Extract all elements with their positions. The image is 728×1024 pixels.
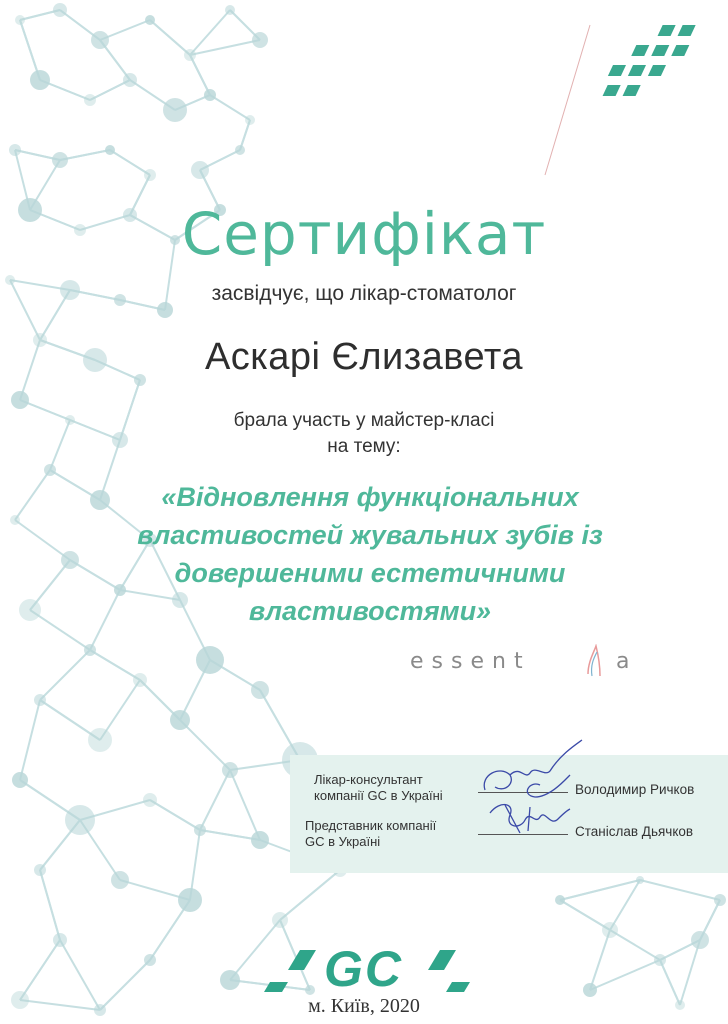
molecule-node	[636, 876, 644, 884]
molecule-node	[204, 89, 216, 101]
molecule-node	[19, 599, 41, 621]
molecule-node	[53, 933, 67, 947]
molecule-node	[251, 831, 269, 849]
molecule-node	[144, 954, 156, 966]
corner-pattern-icon	[590, 20, 710, 115]
molecule-node	[10, 515, 20, 525]
molecule-node	[88, 728, 112, 752]
molecule-node	[34, 864, 46, 876]
molecule-bond	[190, 55, 210, 95]
molecule-bond	[560, 900, 610, 930]
molecule-node	[272, 912, 288, 928]
svg-text:a: a	[616, 649, 639, 674]
molecule-node	[235, 145, 245, 155]
molecule-node	[143, 793, 157, 807]
participation-text: брала участь у майстер-класі	[233, 410, 495, 431]
city-year: м. Київ, 2020	[308, 995, 420, 1017]
molecule-bond	[560, 880, 640, 900]
signatory-2-name: Станіслав Дьячков	[575, 824, 694, 839]
svg-text:GC: GC	[324, 941, 403, 994]
molecule-node	[251, 681, 269, 699]
molecule-node	[44, 464, 56, 476]
role-line: Лікар-консультант	[314, 772, 423, 787]
molecule-node	[163, 98, 187, 122]
molecule-node	[91, 31, 109, 49]
molecule-bond	[180, 720, 230, 770]
molecule-node	[9, 144, 21, 156]
molecule-node	[252, 32, 268, 48]
topic-line: довершеними естетичними	[174, 558, 566, 588]
topic-label: на тему:	[327, 436, 401, 457]
molecule-node	[133, 673, 147, 687]
molecule-node	[654, 954, 666, 966]
molecule-node	[84, 94, 96, 106]
molecule-bond	[610, 880, 640, 930]
molecule-node	[11, 391, 29, 409]
molecule-bond	[590, 930, 610, 990]
certificate-subtitle: засвідчує, що лікар-стоматолог	[211, 282, 517, 305]
role-line: компанії GC в Україні	[314, 788, 443, 803]
molecule-node	[145, 15, 155, 25]
molecule-node	[144, 169, 156, 181]
molecule-node	[65, 805, 95, 835]
molecule-node	[34, 694, 46, 706]
certificate-title: Сертифікат	[181, 200, 547, 268]
recipient-name: Аскарі Єлизавета	[204, 336, 524, 378]
molecule-node	[220, 970, 240, 990]
molecule-node	[178, 888, 202, 912]
molecule-bond	[40, 870, 60, 940]
molecule-node	[602, 922, 618, 938]
role-line: Представник компанії	[305, 818, 437, 833]
molecule-node	[194, 824, 206, 836]
molecule-bond	[280, 870, 340, 920]
molecule-bond	[110, 150, 150, 175]
molecule-node	[691, 931, 709, 949]
svg-text:essent: essent	[410, 649, 531, 674]
molecule-node	[52, 152, 68, 168]
molecule-node	[84, 644, 96, 656]
molecule-bond	[210, 95, 250, 120]
molecule-bond	[15, 470, 50, 520]
molecule-bond	[40, 650, 90, 700]
molecule-node	[222, 762, 238, 778]
role-line: GC в Україні	[305, 834, 381, 849]
molecule-bond	[610, 930, 660, 960]
essentia-logo	[410, 644, 640, 690]
molecule-node	[123, 73, 137, 87]
molecule-node	[15, 15, 25, 25]
molecule-bond	[640, 880, 720, 900]
molecule-node	[225, 5, 235, 15]
workshop-topic	[90, 478, 650, 630]
molecule-bond	[90, 650, 140, 680]
molecule-bond	[230, 770, 260, 840]
molecule-node	[714, 894, 726, 906]
molecule-node	[245, 115, 255, 125]
molecule-bond	[20, 940, 60, 1000]
signatory-1-name: Володимир Ричков	[575, 782, 695, 797]
molecule-bond	[200, 770, 230, 830]
molecule-node	[12, 772, 28, 788]
gc-logo	[262, 938, 472, 999]
signatory-2-role	[305, 818, 436, 850]
diagonal-accent-line	[540, 20, 600, 180]
molecule-bond	[15, 520, 70, 560]
molecule-node	[30, 70, 50, 90]
molecule-bond	[590, 960, 660, 990]
handwritten-signatures	[470, 735, 600, 845]
molecule-bond	[20, 700, 40, 780]
molecule-bond	[150, 20, 190, 55]
molecule-node	[170, 710, 190, 730]
molecule-node	[111, 871, 129, 889]
topic-line: властивостей жувальних зубів із	[137, 520, 603, 550]
molecule-bond	[150, 800, 200, 830]
molecule-bond	[200, 830, 260, 840]
molecule-node	[184, 49, 196, 61]
molecule-node	[61, 551, 79, 569]
molecule-node	[555, 895, 565, 905]
signatory-1-role	[314, 772, 443, 804]
molecule-node	[53, 3, 67, 17]
molecule-node	[105, 145, 115, 155]
molecule-node	[196, 646, 224, 674]
topic-line: «Відновлення функціональних	[161, 482, 579, 512]
molecule-node	[191, 161, 209, 179]
topic-line: властивостями»	[248, 596, 492, 626]
